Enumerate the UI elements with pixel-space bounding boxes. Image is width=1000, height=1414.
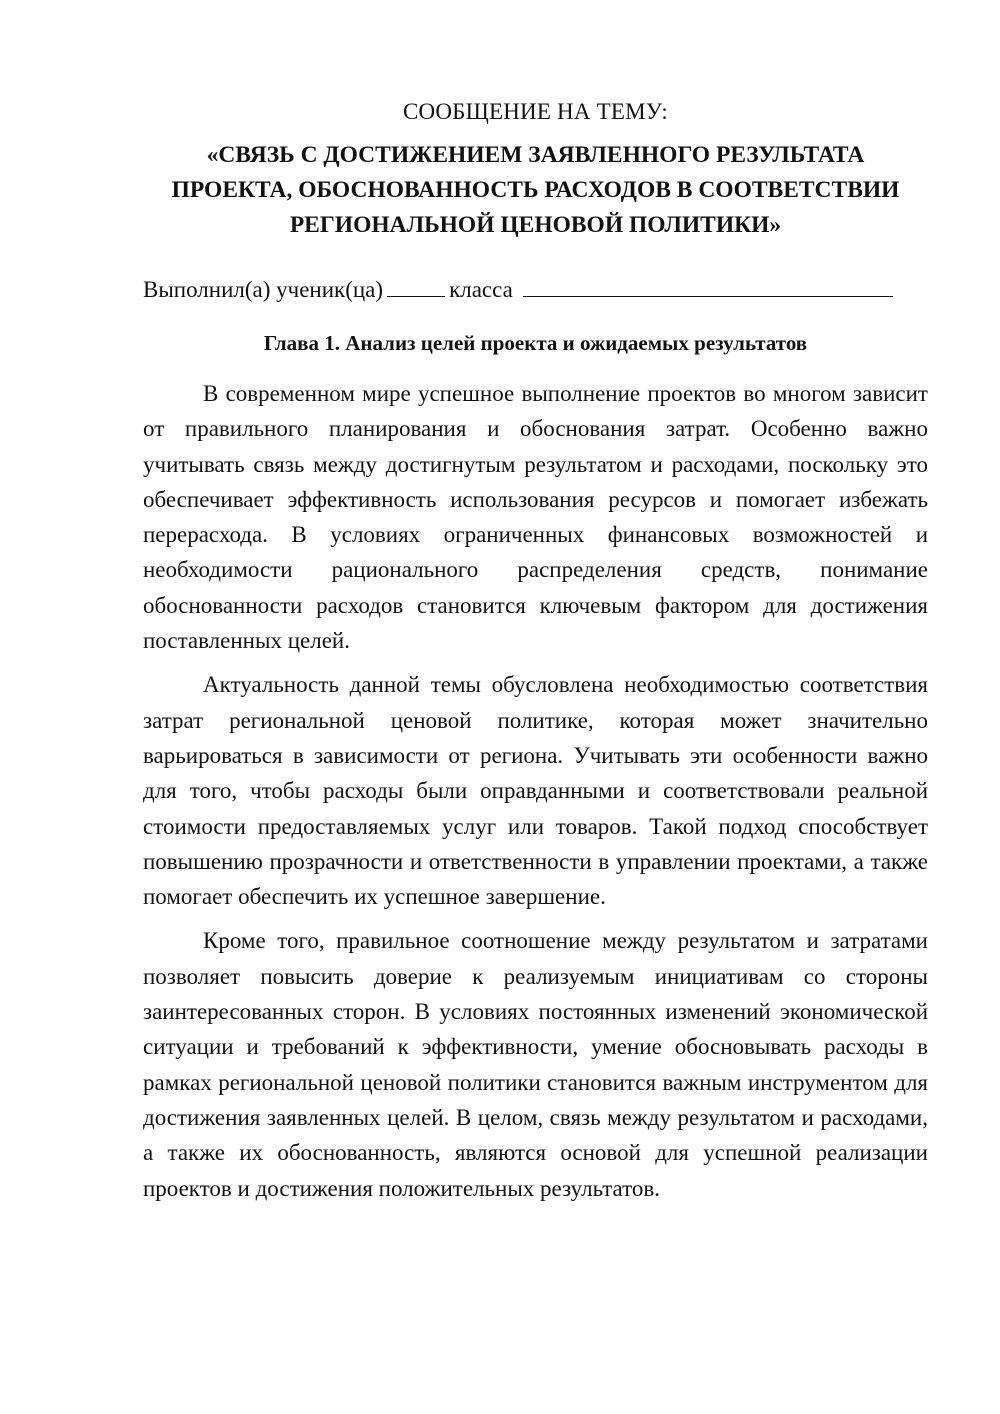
class-label: класса — [449, 277, 513, 302]
author-line — [143, 272, 928, 307]
body-paragraph: В современном мире успешное выполнение проектов во многом зависит от правильного планирования и обоснования затрат. Особенно важно учитывать связь между достигнутым результатом и расходами, поскольку это обеспечивает эффективность использования ресурсов и помогает избежать перерасхода. В условиях ограниченных финансовых возможностей и необходимости рационального распределения средств, понимание обоснованности расходов становится ключевым фактором для достижения поставленных целей. — [143, 381, 928, 654]
author-label: Выполнил(а) ученик(ца) — [143, 277, 384, 302]
body-paragraph: Актуальность данной темы обусловлена необходимостью соответствия затрат региональной ценовой политике, которая может значительно варьироваться в зависимости от региона. Учитывать эти особенности важно для того, чтобы расходы были оправданными и соответствовали реальной стоимости предоставляемых услуг или товаров. Такой подход способствует повышению прозрачности и ответственности в управлении проектами, а также помогает обеспечить их успешное завершение. — [143, 672, 928, 910]
body-paragraph: Кроме того, правильное соотношение между результатом и затратами позволяет повысить доверие к реализуемым инициативам со стороны заинтересованных сторон. В условиях постоянных изменений экономической ситуации и требований к эффективности, умение обосновывать расходы в рамках региональной ценовой политики становится важным инструментом для достижения заявленных целей. В целом, связь между результатом и расходами, а также их обоснованность, являются основой для успешной реализации проектов и достижения положительных результатов. — [143, 928, 928, 1201]
document-page — [143, 94, 928, 1206]
title-line: ПРОЕКТА, ОБОСНОВАННОСТЬ РАСХОДОВ В СООТВЕТСТВИИ — [171, 177, 900, 203]
document-title — [143, 138, 928, 243]
title-line: РЕГИОНАЛЬНОЙ ЦЕНОВОЙ ПОЛИТИКИ» — [289, 212, 782, 238]
class-number-blank — [387, 276, 445, 297]
chapter-title: Глава 1. Анализ целей проекта и ожидаемых результатов — [263, 331, 808, 355]
title-line: «СВЯЗЬ С ДОСТИЖЕНИЕМ ЗАЯВЛЕННОГО РЕЗУЛЬТАТА — [206, 142, 865, 168]
author-name-blank — [523, 276, 893, 297]
document-heading: СООБЩЕНИЕ НА ТЕМУ: — [403, 99, 668, 124]
